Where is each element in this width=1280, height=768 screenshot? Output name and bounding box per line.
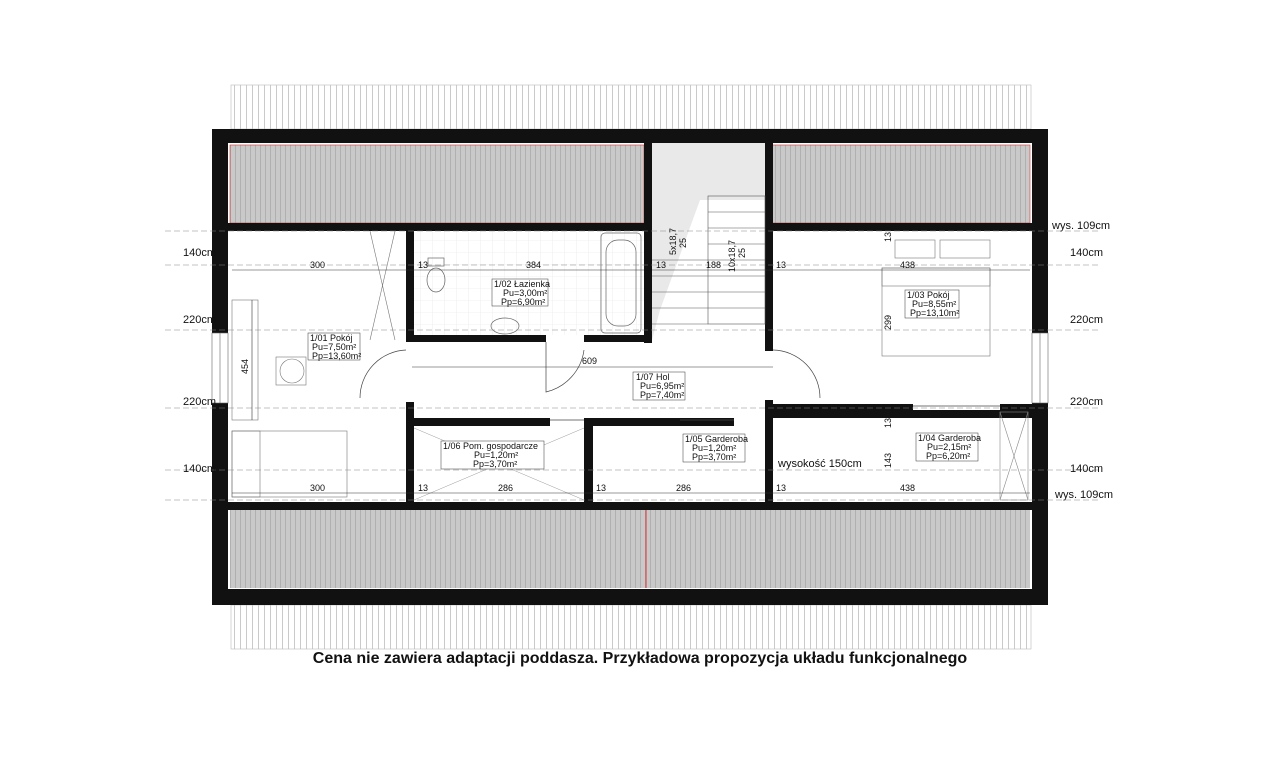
wall-upper-band <box>228 223 651 231</box>
height-140-right-bottom: 140cm <box>1070 463 1104 475</box>
roof-slope-bottom <box>230 510 1030 588</box>
stair-dim-2b: 25 <box>737 247 747 258</box>
dim-13: 13 <box>418 483 429 493</box>
stair-dim-2: 10x18,7 <box>727 239 737 272</box>
room-name: 1/05 Garderoba <box>685 434 749 444</box>
dim-300-bottom: 300 <box>310 483 326 493</box>
height-140-left-top: 140cm <box>183 247 217 259</box>
room-name: 1/02 Łazienka <box>494 279 551 289</box>
height-109-bottom: wys. 109cm <box>1055 489 1114 501</box>
room-floor-area: Pp=13,60m² <box>312 351 362 361</box>
dim-384: 384 <box>526 260 542 270</box>
wall-hall-right-low <box>765 400 773 418</box>
room-floor-area: Pp=3,70m² <box>692 452 737 462</box>
room-label-105 <box>683 434 748 462</box>
dim-13: 13 <box>883 417 893 428</box>
caption: Cena nie zawiera adaptacji poddasza. Przykładowa propozycja układu funkcjonalnego <box>312 650 968 667</box>
dim-13: 13 <box>656 260 667 270</box>
dim-13: 13 <box>883 231 893 242</box>
dim-454: 454 <box>240 358 250 374</box>
stair-wall-left <box>644 143 652 343</box>
height-220-left-top: 220cm <box>183 314 217 326</box>
wall-room103-bottom-r <box>1000 404 1032 410</box>
roof-overhang-bottom <box>231 605 1031 649</box>
room-usable-area: Pu=3,00m² <box>503 288 548 298</box>
height-140-right-top: 140cm <box>1070 247 1104 259</box>
room-name: 1/06 Pom. gospodarcze <box>443 441 539 451</box>
height-109-top: wys. 109cm <box>1052 220 1111 232</box>
room-name: 1/04 Garderoba <box>918 433 982 443</box>
room-name: 1/03 Pokój <box>907 290 950 300</box>
room-label-104 <box>916 433 981 461</box>
wall-bath-bottom <box>406 335 546 342</box>
room-usable-area: Pu=1,20m² <box>474 450 519 460</box>
dim-143: 143 <box>883 452 893 468</box>
roof-overhang-top <box>231 85 1031 129</box>
wall-lower-band <box>228 502 1032 510</box>
dim-299: 299 <box>883 314 893 330</box>
dim-13: 13 <box>776 260 787 270</box>
room-floor-area: Pp=6,20m² <box>926 451 971 461</box>
room-usable-area: Pu=1,20m² <box>692 443 737 453</box>
room-label-107 <box>633 372 685 400</box>
room-floor-area: Pp=3,70m² <box>473 459 518 469</box>
dim-13: 13 <box>596 483 607 493</box>
room-usable-area: Pu=6,95m² <box>640 381 685 391</box>
dim-438-top: 438 <box>900 260 916 270</box>
room-label-103 <box>905 290 959 318</box>
dim-438-bottom: 438 <box>900 483 916 493</box>
dim-286-b: 286 <box>676 483 692 493</box>
wall-hall-bottom-mid <box>584 418 734 426</box>
dim-188: 188 <box>706 260 722 270</box>
room-usable-area: Pu=7,50m² <box>312 342 357 352</box>
wall-105-right <box>765 410 773 502</box>
roof-slope-top-left <box>230 145 644 223</box>
height-220-right-top: 220cm <box>1070 314 1104 326</box>
stair-dim-1b: 25 <box>678 237 688 248</box>
wall-room101-right <box>406 231 414 341</box>
room-floor-area: Pp=7,40m² <box>640 390 685 400</box>
room-label-101 <box>308 333 361 361</box>
height-220-right-bottom: 220cm <box>1070 396 1104 408</box>
wall-room103-bottom <box>773 404 913 410</box>
dim-300-top: 300 <box>310 260 326 270</box>
roof-slope-top-right <box>771 145 1030 223</box>
height-150-note: wysokość 150cm <box>778 458 862 470</box>
stair-wall-right <box>765 143 773 351</box>
wall-room101-right-low <box>406 402 414 502</box>
room-name: 1/01 Pokój <box>310 333 353 343</box>
dim-609: 609 <box>582 356 598 366</box>
room-floor-area: Pp=6,90m² <box>501 297 546 307</box>
stair-dim-1: 5x18,7 <box>668 227 678 255</box>
dim-13: 13 <box>776 483 787 493</box>
room-label-102 <box>492 279 550 307</box>
room-label-106 <box>441 441 544 469</box>
dim-286-a: 286 <box>498 483 514 493</box>
room-usable-area: Pu=8,55m² <box>912 299 957 309</box>
wall-106-105 <box>584 418 593 502</box>
wall-upper-band-right <box>765 223 1032 231</box>
wall-bath-bottom-r <box>584 335 652 342</box>
wall-hall-bottom-left <box>406 418 550 426</box>
room-floor-area: Pp=13,10m² <box>910 308 960 318</box>
wall-hall-bottom-right <box>765 410 1032 418</box>
room-name: 1/07 Hol <box>636 372 670 382</box>
room-usable-area: Pu=2,15m² <box>927 442 972 452</box>
height-140-left-bottom: 140cm <box>183 463 217 475</box>
height-220-left-bottom: 220cm <box>183 396 217 408</box>
dim-13: 13 <box>418 260 429 270</box>
